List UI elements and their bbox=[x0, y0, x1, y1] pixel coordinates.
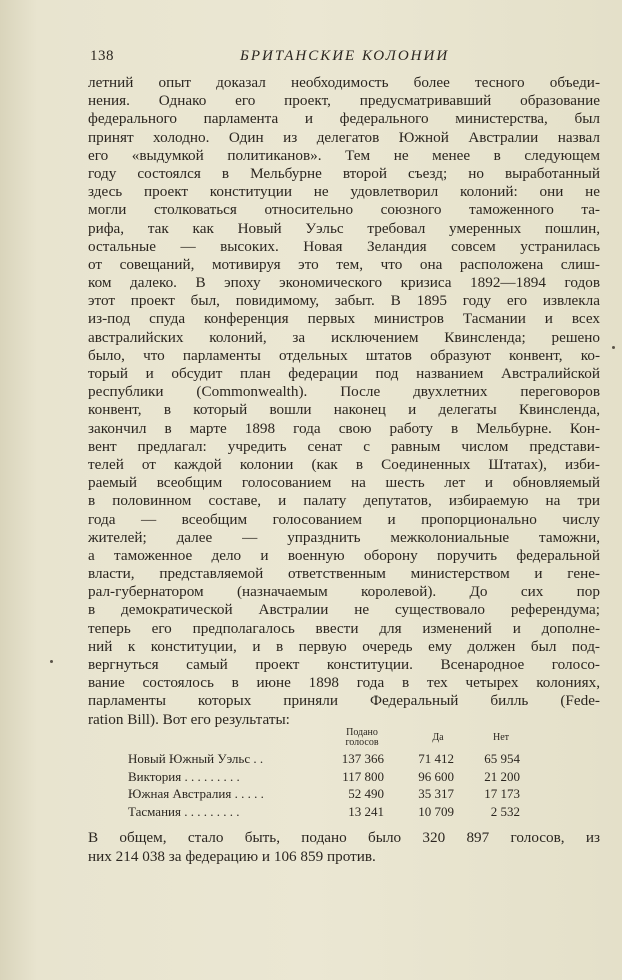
votes-no: 17 173 bbox=[484, 786, 520, 801]
text-line: года — всеобщим голосованием и пропорционально числу bbox=[88, 510, 600, 528]
page-number: 138 bbox=[90, 48, 114, 64]
referendum-results-table bbox=[128, 728, 568, 820]
colony-name: Виктория . . . . . . . . . bbox=[128, 768, 240, 784]
text-line: закончил в марте 1898 года свою работу в Мельбурне. Кон- bbox=[88, 419, 600, 437]
text-line: могли столковаться относительно союзного таможенного та- bbox=[88, 201, 600, 219]
text-line: власти, представляемой ответственным министерством и гене- bbox=[88, 565, 600, 583]
text-line: ком далеко. В эпоху экономического кризиса 1892—1894 годов bbox=[88, 274, 600, 292]
text-line: раемый всеобщим голосованием на шесть лет и обновляемый bbox=[88, 474, 600, 492]
summary-line: них 214 038 за федерацию и 106 859 против. bbox=[88, 848, 376, 865]
votes-submitted: 117 800 bbox=[342, 768, 384, 784]
text-line: остальные — высоких. Новая Зеландия совсем устранилась bbox=[88, 237, 600, 255]
text-line: парламенты которых приняли Федеральный билль (Fede- bbox=[88, 692, 600, 710]
text-line: рал-губернатором (назначаемым королевой). До сих пор bbox=[88, 583, 600, 601]
text-line: в демократической Австралии не существовало референдума; bbox=[88, 601, 600, 619]
text-line: принят холодно. Один из делегатов Южной Австралии назвал bbox=[88, 128, 600, 146]
votes-submitted: 13 241 bbox=[348, 803, 384, 819]
text-line: из-под спуда конференция первых министров Тасмании и всех bbox=[88, 310, 600, 328]
colony-name: Тасмания . . . . . . . . . bbox=[128, 803, 240, 819]
text-line: нения. Однако его проект, предусматривавший образование bbox=[88, 92, 600, 110]
print-speck bbox=[50, 660, 53, 663]
text-line: от совещаний, мотивируя это тем, что она расположена слиш- bbox=[88, 255, 600, 273]
table-row bbox=[128, 768, 568, 786]
text-line: году состоялся в Мельбурне второй съезд; но выработанный bbox=[88, 164, 600, 182]
text-line: австралийских колоний, за исключением Квинсленда; решено bbox=[88, 328, 600, 346]
votes-submitted: 52 490 bbox=[348, 786, 384, 801]
column-header-no: Нет bbox=[492, 732, 510, 743]
text-line: рифа, так как Новый Уэльс требовал умеренных пошлин, bbox=[88, 219, 600, 237]
summary-line: В общем, стало быть, подано было 320 897 голосов, из bbox=[88, 829, 600, 846]
text-line: жителей; далее — упразднить межколониальные таможни, bbox=[88, 528, 600, 546]
print-speck bbox=[612, 346, 615, 349]
votes-yes: 96 600 bbox=[418, 768, 454, 784]
text-line: вание состоялось в июне 1898 года в тех четырех колониях, bbox=[88, 674, 600, 692]
page-header bbox=[90, 48, 530, 70]
text-line: этот проект был, повидимому, забыт. В 1895 году его извлекла bbox=[88, 292, 600, 310]
text-line: здесь проект конституции не удовлетворил колоний: они не bbox=[88, 183, 600, 201]
table-body bbox=[128, 750, 568, 820]
column-header-yes: Да bbox=[432, 732, 444, 743]
text-line: телей от каждой колонии (как в Соединенных Штатах), изби- bbox=[88, 455, 600, 473]
text-line: конвент, в который вошли наконец и делегаты Квинсленда, bbox=[88, 401, 600, 419]
text-line: торый и обсудит план федерации под названием Австралийской bbox=[88, 365, 600, 382]
colony-name: Южная Австралия . . . . . bbox=[128, 786, 264, 801]
text-line: республики (Commonwealth). После двухлетних переговоров bbox=[88, 383, 600, 401]
running-title: БРИТАНСКИЕ КОЛОНИИ bbox=[240, 48, 450, 64]
votes-yes: 10 709 bbox=[418, 803, 454, 819]
text-line: было, что парламенты отдельных штатов образуют конвент, ко- bbox=[88, 346, 600, 364]
summary-paragraph bbox=[88, 828, 600, 866]
table-row bbox=[128, 803, 568, 821]
votes-yes: 71 412 bbox=[418, 751, 454, 766]
text-line: его «выдумкой политиканов». Тем не менее в следующем bbox=[88, 146, 600, 164]
votes-submitted: 137 366 bbox=[341, 751, 384, 766]
table-header bbox=[128, 728, 568, 750]
text-line: летний опыт доказал необходимость более тесного объеди- bbox=[88, 74, 600, 91]
table-row bbox=[128, 750, 568, 768]
text-line: вент предлагал: учредить сенат с равным числом представи- bbox=[88, 437, 600, 455]
column-header-submitted: Подано голосов bbox=[345, 727, 379, 748]
text-line: ration Bill). Вот его результаты: bbox=[88, 710, 290, 728]
votes-no: 65 954 bbox=[484, 751, 520, 766]
votes-no: 21 200 bbox=[484, 768, 520, 784]
text-line: а таможенное дело и военную оборону поручить федеральной bbox=[88, 546, 600, 564]
votes-no: 2 532 bbox=[490, 803, 520, 819]
votes-yes: 35 317 bbox=[418, 786, 454, 801]
colony-name: Новый Южный Уэльс . . bbox=[128, 751, 264, 766]
text-line: в половинном составе, и палату депутатов, избираемую на три bbox=[88, 492, 600, 510]
text-line: вергнуться самый проект конституции. Всенародное голосо- bbox=[88, 656, 600, 673]
text-line: федерального парламента и федерального министерства, был bbox=[88, 110, 600, 128]
body-paragraph bbox=[88, 74, 600, 729]
text-line: теперь его предполагалось ввести для изменений и дополне- bbox=[88, 619, 600, 637]
text-line: ний к конституции, и в первую очередь ему должен был под- bbox=[88, 637, 600, 655]
table-row bbox=[128, 785, 568, 803]
